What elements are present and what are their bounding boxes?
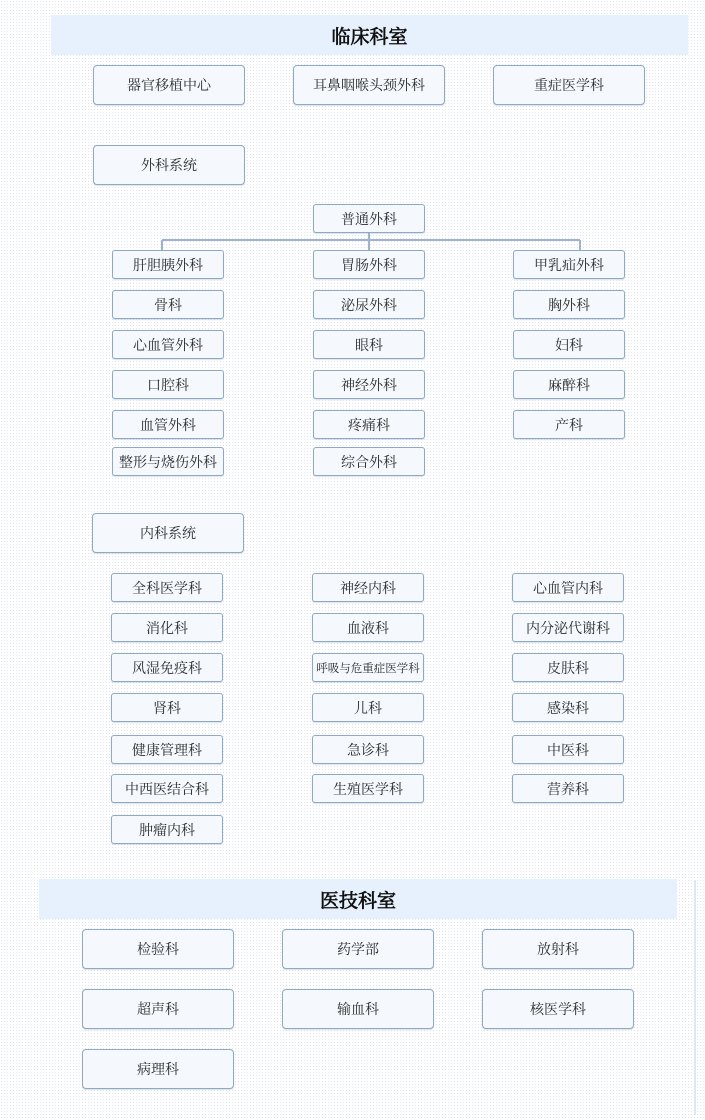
dept-ultrasound[interactable]: 超声科 [82,989,234,1029]
dept-anesthesiology[interactable]: 麻醉科 [513,370,625,399]
dept-gynecology[interactable]: 妇科 [513,330,625,359]
dept-general-practice[interactable]: 全科医学科 [111,573,223,602]
dept-gastroenterology[interactable]: 消化科 [111,613,223,642]
dept-urology[interactable]: 泌尿外科 [313,290,425,319]
dept-blood-transfusion[interactable]: 输血科 [282,989,434,1029]
dept-gastrointestinal-surgery[interactable]: 胃肠外科 [313,250,425,279]
dept-integrated-chinese-western-medicine[interactable]: 中西医结合科 [111,774,223,803]
dept-traditional-chinese-medicine[interactable]: 中医科 [512,735,624,764]
dept-reproductive-medicine[interactable]: 生殖医学科 [312,774,424,803]
dept-ent-head-neck-surgery[interactable]: 耳鼻咽喉头颈外科 [293,65,445,105]
dept-plastic-burn-surgery[interactable]: 整形与烧伤外科 [112,447,224,476]
dept-pain-medicine[interactable]: 疼痛科 [313,410,425,439]
dept-nutrition[interactable]: 营养科 [512,774,624,803]
dept-pharmacy[interactable]: 药学部 [282,929,434,969]
dept-clinical-laboratory[interactable]: 检验科 [82,929,234,969]
dept-stomatology[interactable]: 口腔科 [112,370,224,399]
dept-neurology[interactable]: 神经内科 [312,573,424,602]
dept-cardiology[interactable]: 心血管内科 [512,573,624,602]
dept-organ-transplant-center[interactable]: 器官移植中心 [93,65,245,105]
dept-neurosurgery[interactable]: 神经外科 [313,370,425,399]
section-edge-line [694,880,696,1115]
dept-pediatrics[interactable]: 儿科 [312,693,424,722]
dept-cardiovascular-surgery[interactable]: 心血管外科 [112,330,224,359]
dept-obstetrics[interactable]: 产科 [513,410,625,439]
dept-infectious-diseases[interactable]: 感染科 [512,693,624,722]
dept-respiratory-critical-care[interactable]: 呼吸与危重症医学科 [312,653,424,682]
dept-ophthalmology[interactable]: 眼科 [313,330,425,359]
dept-thyroid-breast-hernia-surgery[interactable]: 甲乳疝外科 [513,250,625,279]
dept-hepatobiliary-pancreatic-surgery[interactable]: 肝胆胰外科 [112,250,224,279]
dept-general-surgery[interactable]: 普通外科 [313,204,425,233]
dept-medical-oncology[interactable]: 肿瘤内科 [111,815,223,844]
dept-critical-care-medicine[interactable]: 重症医学科 [493,65,645,105]
dept-vascular-surgery[interactable]: 血管外科 [112,410,224,439]
dept-thoracic-surgery[interactable]: 胸外科 [513,290,625,319]
dept-nephrology[interactable]: 肾科 [111,693,223,722]
dept-pathology[interactable]: 病理科 [82,1049,234,1089]
dept-radiology[interactable]: 放射科 [482,929,634,969]
medical-technology-departments-header: 医技科室 [39,879,677,919]
clinical-departments-header: 临床科室 [51,15,688,55]
dept-rheumatology-immunology[interactable]: 风湿免疫科 [111,653,223,682]
surgery-system-label: 外科系统 [93,145,245,185]
dept-endocrinology-metabolism[interactable]: 内分泌代谢科 [512,613,624,642]
dept-nuclear-medicine[interactable]: 核医学科 [482,989,634,1029]
dept-comprehensive-surgery[interactable]: 综合外科 [313,447,425,476]
dept-emergency[interactable]: 急诊科 [312,735,424,764]
dept-health-management[interactable]: 健康管理科 [111,735,223,764]
dept-hematology[interactable]: 血液科 [312,613,424,642]
dept-orthopedics[interactable]: 骨科 [112,290,224,319]
internal-medicine-system-label: 内科系统 [92,513,244,553]
dept-dermatology[interactable]: 皮肤科 [512,653,624,682]
